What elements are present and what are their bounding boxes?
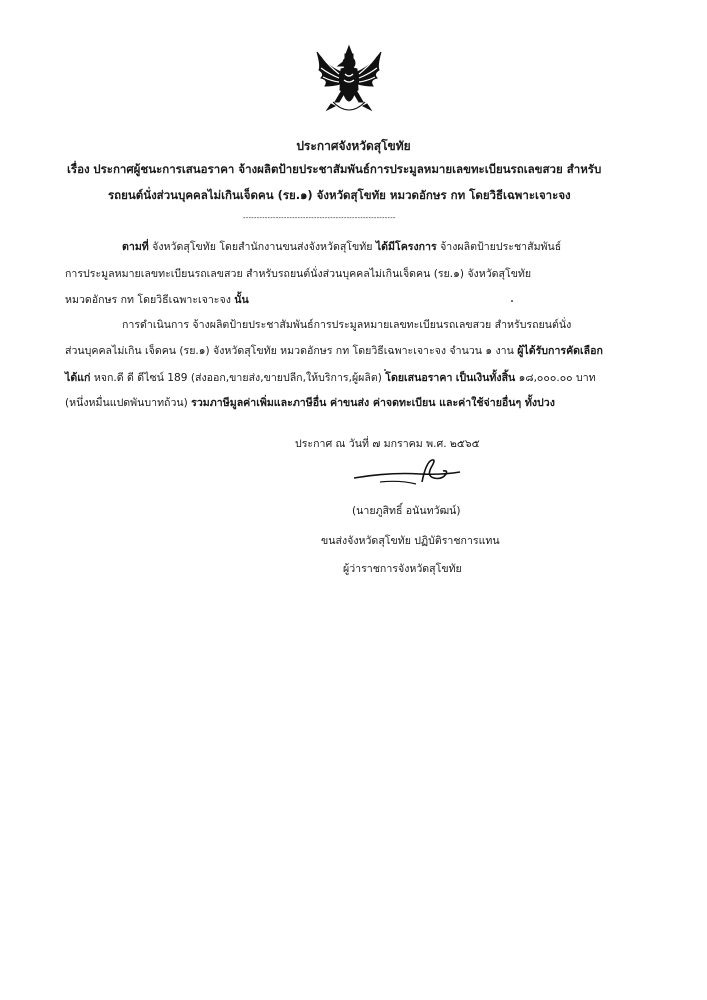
para2-line-1: การดำเนินการ จ้างผลิตป้ายประชาสัมพันธ์การประมูลหมายเลขทะเบียนรถเลขสวย สำหรับรถยนต์นั่ง [122, 319, 572, 331]
para1-lead: ตามที่ [122, 241, 149, 253]
subject-text-1: ประกาศผู้ชนะการเสนอราคา จ้างผลิตป้ายประชาสัมพันธ์การประมูลหมายเลขทะเบียนรถเลขสวย สำหรับ [93, 162, 602, 176]
subject-line-1 [67, 157, 601, 181]
subject-text-2: รถยนต์นั่งส่วนบุคคลไม่เกินเจ็ดคน (รย.๑) จังหวัดสุโขทัย หมวดอักษร กท โดยวิธีเฉพาะเจาะจง [108, 188, 571, 202]
para1-line-2: การประมูลหมายเลขทะเบียนรถเลขสวย สำหรับรถยนต์นั่งส่วนบุคคลไม่เกินเจ็ดคน (รย.๑) จังหวัดสุโขทัย [65, 268, 532, 280]
para1-line1-tail: จ้างผลิตป้ายประชาสัมพันธ์ [440, 241, 562, 253]
announce-line [295, 435, 480, 452]
para2-line3-bold-b: โดยเสนอราคา [385, 372, 453, 384]
signer-position: ขนส่งจังหวัดสุโขทัย ปฏิบัติราชการแทน [321, 535, 500, 547]
para1-line1-bold: ได้มีโครงการ [375, 241, 437, 253]
para2-line-4 [65, 394, 555, 411]
para1-line3-text: หมวดอักษร กท โดยวิธีเฉพาะเจาะจง [65, 294, 231, 306]
signer-on-behalf: ผู้ว่าราชการจังหวัดสุโขทัย [343, 563, 462, 575]
para1-line1-rest: จังหวัดสุโขทัย โดยสำนักงานขนส่งจังหวัดสุโขทัย [152, 241, 373, 253]
garuda-emblem-icon [311, 44, 387, 120]
signer-name: (นายภูสิทธิ์ อนันทวัฒน์) [352, 505, 461, 517]
announce-date: ๗ มกราคม พ.ศ. ๒๕๖๕ [372, 438, 480, 450]
para1-line-3 [65, 291, 249, 308]
para2-line-2 [65, 342, 603, 359]
separator-line: -------------------------------------------------------- [243, 215, 396, 222]
para2-line-3 [65, 369, 596, 386]
para2-amount: ๑๘,๐๐๐.๐๐ บาท [518, 372, 596, 384]
para1-line3-bold: นั้น [234, 294, 249, 306]
para2-line2-text: ส่วนบุคคลไม่เกิน เจ็ดคน (รย.๑) จังหวัดสุโขทัย หมวดอักษร กท โดยวิธีเฉพาะเจาะจง จำนวน ๑ งาน [65, 345, 514, 357]
scan-speck [384, 369, 386, 371]
signature-mark [350, 452, 470, 497]
scan-speck [511, 300, 513, 302]
document-title: ประกาศจังหวัดสุโขทัย [296, 139, 411, 153]
para2-line2-bold: ผู้ได้รับการคัดเลือก [517, 345, 603, 357]
para2-line3-bold-c: เป็นเงินทั้งสิ้น [455, 372, 516, 384]
announce-label: ประกาศ ณ วันที่ [295, 438, 369, 450]
para1-line-1 [122, 238, 561, 255]
subject-line-2 [108, 183, 571, 207]
subject-label: เรื่อง [67, 162, 90, 176]
para2-line4-bold: รวมภาษีมูลค่าเพิ่มและภาษีอื่น ค่าขนส่ง ค่าจดทะเบียน และค่าใช้จ่ายอื่นๆ ทั้งปวง [191, 397, 555, 409]
para2-line4-text: (หนึ่งหมื่นแปดพันบาทถ้วน) [65, 397, 188, 409]
para2-line3-bold-a: ได้แก่ [65, 372, 91, 384]
para2-line3-text: หจก.ดี ดี ดีไซน์ 189 (ส่งออก,ขายส่ง,ขายปลีก,ให้บริการ,ผู้ผลิต) [93, 372, 382, 384]
